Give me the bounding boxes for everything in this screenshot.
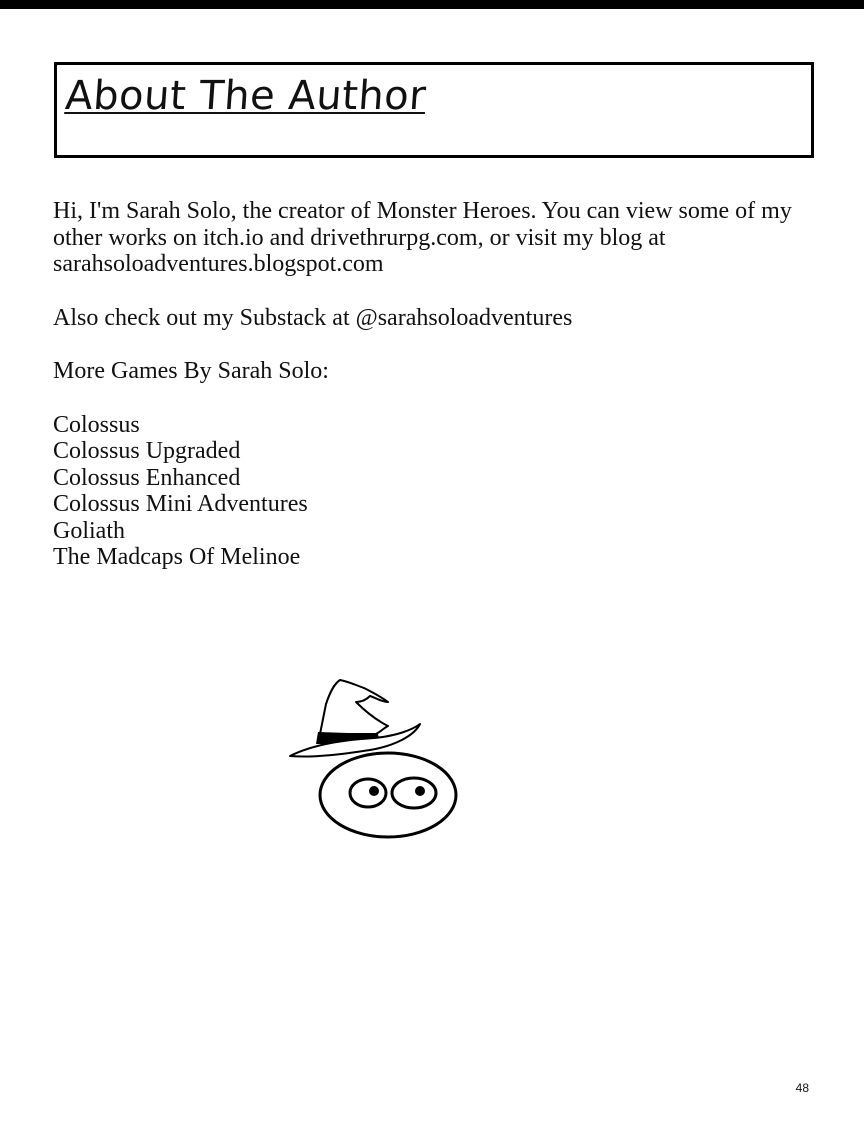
hat-crown xyxy=(320,680,388,734)
page-title: About The Author xyxy=(63,73,428,119)
right-pupil xyxy=(415,786,425,796)
author-bio xyxy=(53,198,823,571)
paragraph-spacer xyxy=(53,331,823,358)
left-eye xyxy=(350,779,386,807)
top-border-bar xyxy=(0,0,864,9)
title-box xyxy=(54,62,814,158)
right-eye xyxy=(392,778,436,808)
paragraph-spacer xyxy=(53,278,823,305)
list-item: Goliath xyxy=(53,517,125,544)
games-list xyxy=(53,412,823,571)
substack-paragraph: Also check out my Substack at @sarahsoloadventures xyxy=(53,304,573,331)
page-number: 48 xyxy=(795,1081,809,1095)
games-heading: More Games By Sarah Solo: xyxy=(53,358,329,384)
list-item: Colossus Mini Adventures xyxy=(53,491,308,517)
list-item: Colossus xyxy=(53,411,140,438)
paragraph-spacer xyxy=(53,385,823,412)
list-item: Colossus Upgraded xyxy=(53,438,241,464)
list-item: The Madcaps Of Melinoe xyxy=(53,544,301,570)
list-item: Colossus Enhanced xyxy=(53,464,241,491)
wizard-hat-monster-illustration xyxy=(284,674,464,844)
intro-paragraph: Hi, I'm Sarah Solo, the creator of Monster Heroes. You can view some of my other works on itch.io and drivethrurpg.com, or visit my blog at sarahsoloadventures.blogspot.com xyxy=(53,198,792,277)
left-pupil xyxy=(369,786,379,796)
